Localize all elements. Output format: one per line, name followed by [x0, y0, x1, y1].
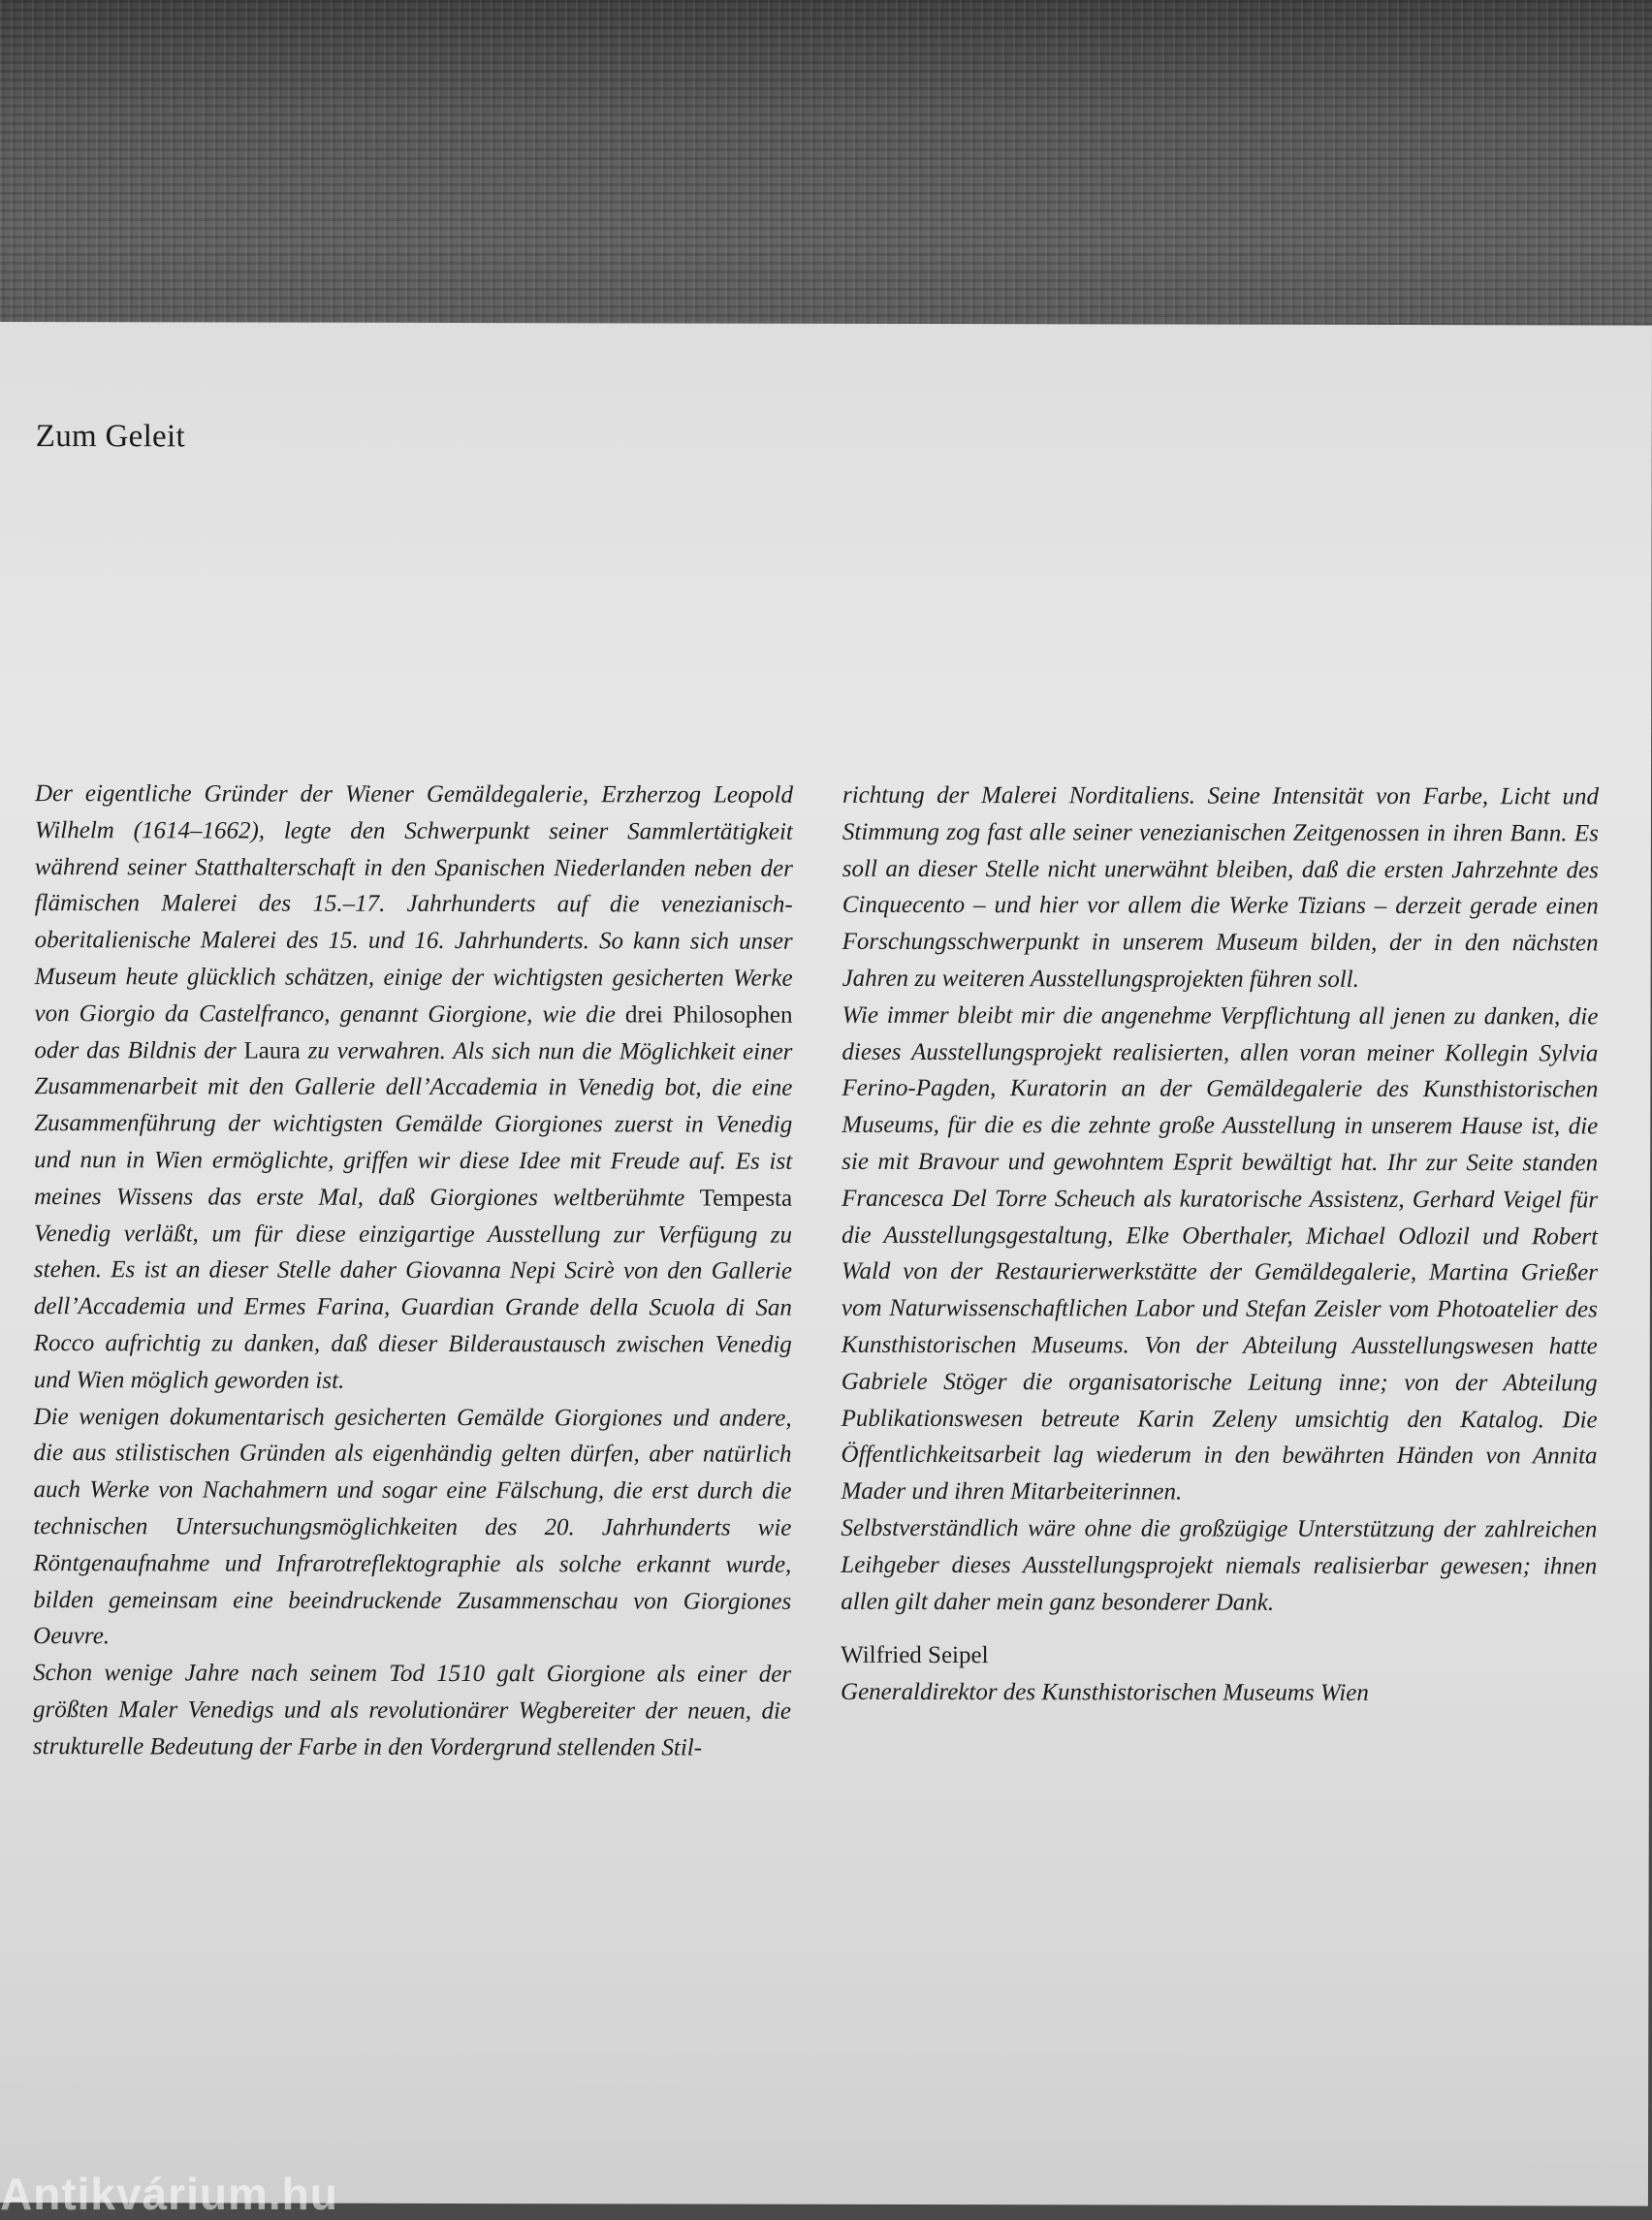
paragraph-1 — [34, 776, 793, 1400]
text-run: Der eigentliche Gründer der Wiener Gemäldegalerie, Erzherzog Leopold Wilhelm (1614–1662), legte den Schwerpunkt seiner Sammlertätigkeit während seiner Statthalterschaft in den Spanischen Niederlanden neben der flämischen Malerei des 15.–17. Jahrhunderts auf die venezianisch-oberitalienische Malerei des 15. und 16. Jahrhunderts. So kann sich unser Museum heute glücklich schätzen, einige der wichtigsten gesicherten Werke von Giorgio da Castelfranco, genannt Giorgione, wie die — [34, 780, 794, 1029]
paragraph-3: Schon wenige Jahre nach seinem Tod 1510 galt Giorgione als einer der größten Maler Venedigs und als revolutionärer Wegbereiter der neuen, die strukturelle Bedeutung der Farbe in den Vordergrund stellenden Stil- — [32, 1660, 792, 1761]
document-page — [0, 322, 1652, 2206]
text-column-left — [33, 776, 793, 1766]
paragraph-6: Selbstverständlich wäre ohne die großzügige Unterstützung der zahlreichen Leihgeber dieses Ausstellungsprojekt niemals realisierbar gewesen; ihnen allen gilt daher mein ganz besonderer Dank. — [841, 1514, 1598, 1616]
paragraph-2: Die wenigen dokumentarisch gesicherten Gemälde Giorgiones und andere, die aus stilistischen Gründen als eigenhändig gelten dürfen, aber natürlich auch Werke von Nachahmern und sogar eine Fälschung, die erst durch die technischen Untersuchungsmöglichkeiten des 20. Jahrhunderts wie Röntgenaufnahme und Infrarotreflektographie als solche erkannt wurde, bilden gemeinsam eine beeindruckende Zusammenschau von Giorgiones Oeuvre. — [33, 1403, 792, 1650]
artwork-title: drei Philosophen — [624, 1001, 793, 1029]
text-column-right — [841, 777, 1599, 1713]
text-run: oder das Bildnis der — [34, 1036, 244, 1064]
paragraph-5: Wie immer bleibt mir die angenehme Verpflichtung all jenen zu danken, die dieses Ausstellungsprojekt realisierten, allen voran meiner Kollegin Sylvia Ferino-Pagden, Kuratorin an der Gemäldegalerie des Kunsthistorischen Museums, für die es die zehnte große Ausstellung in unserem Hause ist, die sie mit Bravour und gewohntem Esprit bewältigt hat. Ihr zur Seite standen Francesca Del Torre Scheuch als kuratorische Assistenz, Gerhard Veigel für die Ausstellungsgestaltung, Elke Oberthaler, Michael Odlozil und Robert Wald von der Restaurierwerkstätte der Gemäldegalerie, Martina Grießer vom Naturwissenschaftlichen Labor und Stefan Zeisler vom Photoatelier des Kunsthistorischen Museums. Von der Abteilung Ausstellungswesen hatte Gabriele Stöger die organisatorische Leitung inne; von der Abteilung Publikationswesen betreute Karin Zeleny umsichtig den Katalog. Die Öffentlichkeitsarbeit lag wiederum in den bewährten Händen von Annita Mader und ihren Mitarbeiterinnen. — [841, 1001, 1599, 1506]
artwork-title: Tempesta — [699, 1185, 793, 1212]
wood-background — [0, 0, 1652, 334]
watermark: Antikvárium.hu — [0, 2169, 338, 2219]
signature-name: Wilfried Seipel — [841, 1642, 989, 1669]
text-run: zu verwahren. Als sich nun die Möglichkeit einer Zusammenarbeit mit den Gallerie dell’Accademia in Venedig bot, die eine Zusammenführung der wichtigsten Gemälde Giorgiones zuerst in Venedig und nun in Wien ermöglichte, griffen wir diese Idee mit Freude auf. Es ist meines Wissens das erste Mal, daß Giorgiones weltberühmte — [34, 1037, 793, 1212]
paragraph-4: richtung der Malerei Norditaliens. Seine Intensität von Farbe, Licht und Stimmung zog fast alle seiner venezianischen Zeitgenossen in ihren Bann. Es soll an dieser Stelle nicht unerwähnt bleiben, daß die ersten Jahrzehnte des Cinquecento – und hier vor allem die Werke Tizians – derzeit gerade einen Forschungsschwerpunkt in unserem Museum bilden, der in den nächsten Jahren zu weiteren Ausstellungsprojekten führen soll. — [842, 781, 1600, 993]
text-run: Venedig verläßt, um für diese einzigartige Ausstellung zur Verfügung zu stehen. Es ist an dieser Stelle daher Giovanna Nepi Scirè von den Gallerie dell’Accademia und Ermes Farina, Guardian Grande della Scuola di San Rocco aufrichtig zu danken, daß dieser Bilderaustausch zwischen Venedig und Wien möglich geworden ist. — [33, 1220, 793, 1394]
artwork-title: Laura — [243, 1037, 301, 1064]
page-title: Zum Geleit — [35, 419, 186, 455]
signature-title: Generaldirektor des Kunsthistorischen Museums Wien — [841, 1678, 1369, 1707]
signature-block — [841, 1637, 1597, 1712]
